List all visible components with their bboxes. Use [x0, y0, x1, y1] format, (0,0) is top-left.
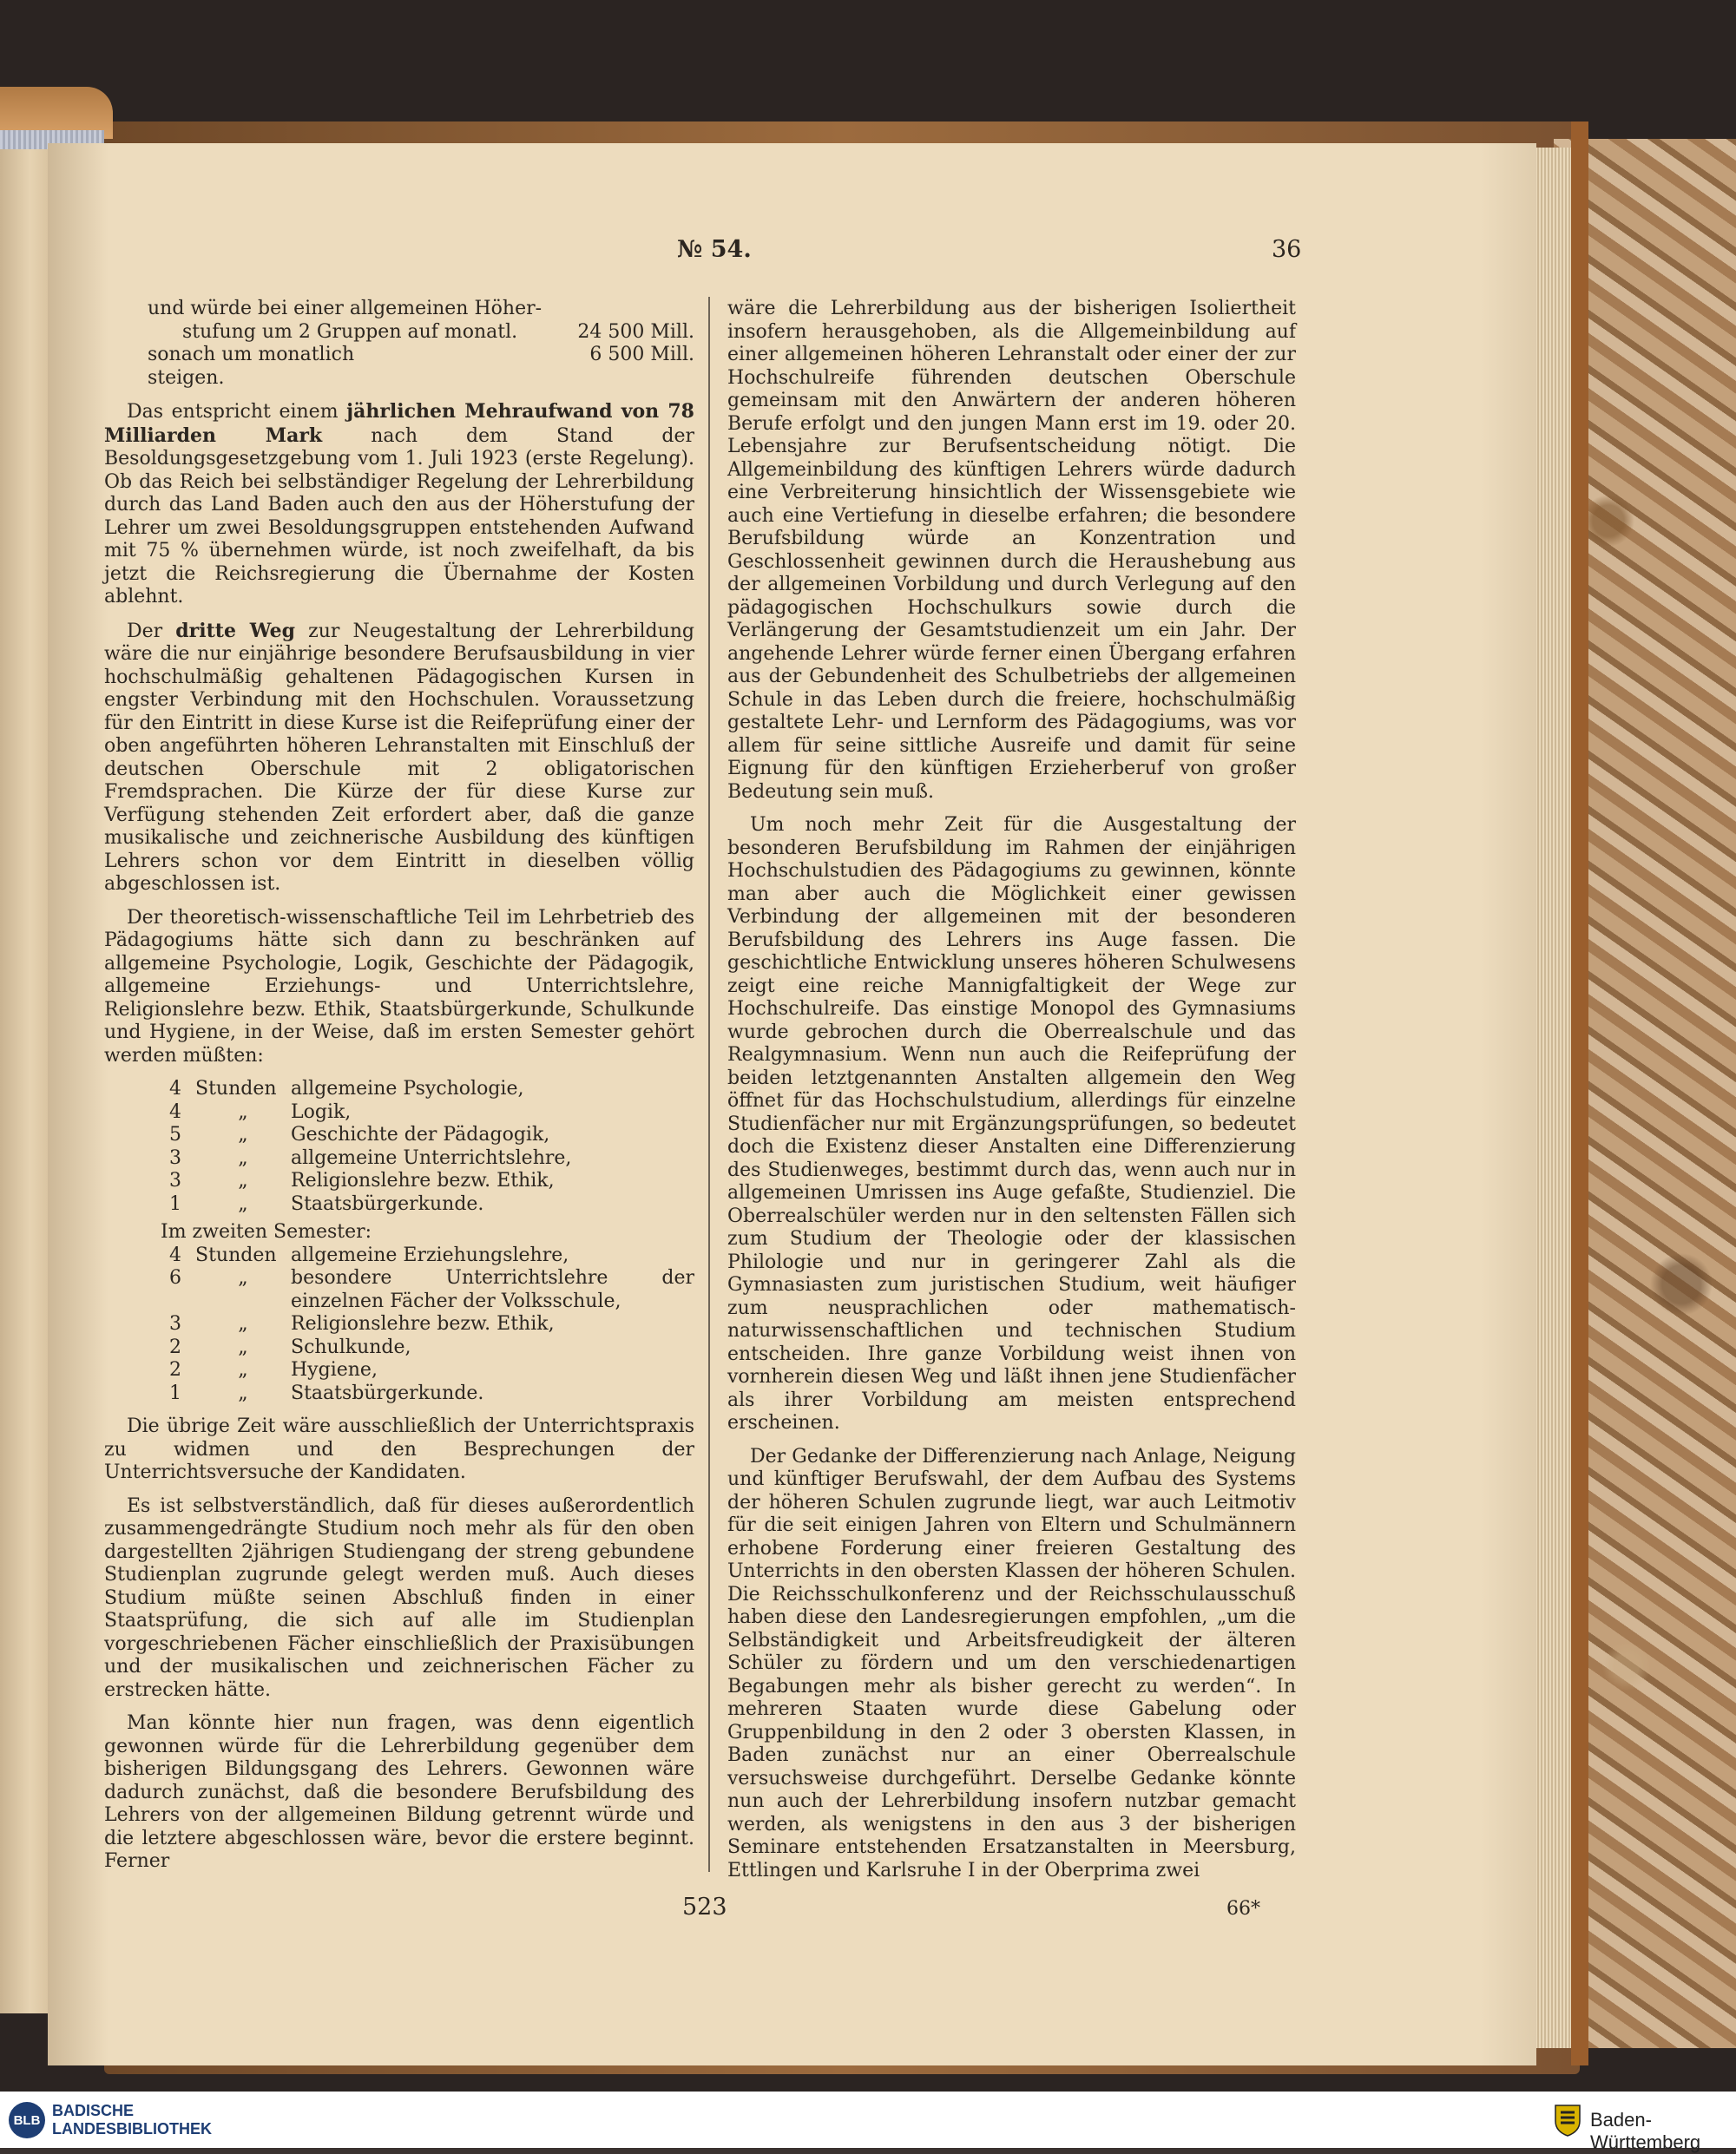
semester2-heading: Im zweiten Semester: [161, 1221, 372, 1243]
sem1-subject: Staatsbürgerkunde. [291, 1192, 484, 1215]
left-p3 [104, 620, 694, 896]
sem2-hours: 2 [169, 1359, 181, 1381]
left-p1-line3b: 6 500 Mill. [589, 344, 694, 365]
sem1-unit: Stunden [195, 1078, 277, 1100]
left-column [104, 298, 694, 1884]
sem1-row [169, 1193, 694, 1217]
right-p3: Der Gedanke der Differenzierung nach Anlage, Neigung und künftiger Berufswahl, der dem Aufbau des Systems der höheren Schulen zugrunde liegt, war auch Leitmotiv für die seit einigen Jahren von Eltern und Schulmännern erhobene Forderung einer freieren Gestaltung des Unterrichts in den obersten Klassen der höheren Schulen. Die Reichsschulkonferenz und der Reichsschulausschuß haben diese den Landesregierungen empfohlen, „um die Selbständigkeit und Arbeitsfreudigkeit der älteren Schüler zu fördern und um den verschiedenartigen Begabungen mehr als bisher gerecht zu werden“. In mehreren Staaten wurde diese Gabelung oder Gruppenbildung in den 2 oder 3 obersten Klassen, in Baden zunächst nur an einer Oberrealschule versuchsweise durchgeführt. Derselbe Gedanke könnte nun auch der Lehrerbildung insofern nutzbar gemacht werden, als wenigstens in den aus 3 der bisherigen Seminare entstehenden Ersatzanstalten in Meersburg, Ettlingen und Karlsruhe I in der Oberprima zwei [727, 1445, 1296, 1881]
sem1-unit: „ [238, 1192, 248, 1215]
sem1-row [169, 1124, 694, 1147]
sem2-unit: „ [238, 1336, 248, 1358]
sem2-row [169, 1267, 694, 1313]
left-p1-line4: steigen. [148, 366, 225, 389]
sem1-hours: 4 [169, 1078, 181, 1100]
state-name: Baden-Württemberg [1590, 2109, 1701, 2153]
left-p3-pre: Der [127, 620, 176, 642]
sem2-subject: allgemeine Erziehungslehre, [291, 1244, 569, 1266]
left-p3-post: zur Neugestaltung der Lehrerbildung wäre die nur einjährige besondere Berufsausbildung in vier hochschulmäßig gehaltenen Pädagogischen Kursen in engster Verbindung mit den Hochschulen. Voraussetzung für den Eintritt in diese Kurse ist die Reifeprüfung einer der oben angeführten höheren Lehranstalten mit Einschluß der deutschen Oberschule mit 2 obligatorischen Fremdsprachen. Die Kürze der für diese Kurse zur Verfügung stehenden Zeit erfordert aber, daß die ganze musikalische und zeichnerische Ausbildung des künftigen Lehrers schon vor dem Eintritt in dieselben völlig abgeschlossen ist. [104, 620, 694, 895]
sem1-row [169, 1078, 694, 1101]
sem2-unit: „ [238, 1359, 248, 1381]
signature-mark: 66* [1226, 1898, 1260, 1920]
sem2-row [169, 1244, 694, 1268]
sem1-hours: 4 [169, 1100, 181, 1123]
left-p5: Die übrige Zeit wäre ausschließlich der Unterrichtspraxis zu widmen und den Besprechungen der Unterrichtsversuche der Kandidaten. [104, 1415, 694, 1483]
sem2-hours: 4 [169, 1244, 181, 1266]
left-p4: Der theoretisch-wissenschaftliche Teil im Lehrbetrieb des Pädagogiums hätte sich dann zu beschränken auf allgemeine Psychologie, Logik, Geschichte der Pädagogik, allgemeine Erziehungs- und Unterrichtslehre, Religionslehre bezw. Ethik, Staatsbürgerkunde, Schulkunde und Hygiene, in der Weise, daß im ersten Semester gehört werden müßten: [104, 906, 694, 1067]
library-name[interactable] [52, 2102, 212, 2138]
page-number: 523 [682, 1894, 727, 1921]
sem1-row [169, 1170, 694, 1193]
right-column [727, 298, 1296, 1893]
sem2-row [169, 1359, 694, 1382]
sem1-unit: „ [238, 1124, 248, 1146]
left-p2 [104, 400, 694, 609]
semester2-schedule [104, 1244, 694, 1406]
blb-logo[interactable]: BLB [9, 2102, 45, 2138]
sem1-row [169, 1101, 694, 1125]
sem1-hours: 1 [169, 1192, 181, 1215]
sem2-subject: Religionslehre bezw. Ethik, [291, 1313, 555, 1335]
sem2-unit: „ [238, 1382, 248, 1404]
sem1-row [169, 1147, 694, 1171]
sem1-unit: „ [238, 1100, 248, 1123]
sem2-unit: „ [238, 1267, 248, 1289]
viewer-footer-bar [0, 2092, 1736, 2153]
sem1-hours: 3 [169, 1170, 181, 1192]
left-p1-line3 [148, 344, 694, 367]
library-name-line2: LANDESBIBLIOTHEK [52, 2120, 212, 2138]
sem1-hours: 3 [169, 1146, 181, 1169]
left-p2-bold: jährlichen Mehraufwand von 78 Milliarden Mark [104, 400, 694, 447]
sem2-subject: Hygiene, [291, 1359, 378, 1381]
sem1-subject: allgemeine Psychologie, [291, 1078, 524, 1100]
sem2-subject: Staatsbürgerkunde. [291, 1382, 484, 1404]
sem2-unit: „ [238, 1313, 248, 1335]
sem2-subject: besondere Unterrichtslehre der einzelnen Fächer der Volksschule, [291, 1267, 694, 1312]
sem1-subject: Religionslehre bezw. Ethik, [291, 1170, 555, 1192]
coat-of-arms-icon [1554, 2104, 1581, 2137]
sem1-subject: allgemeine Unterrichtslehre, [291, 1146, 572, 1169]
page-folio: 36 [1272, 236, 1302, 263]
sem2-row [169, 1382, 694, 1406]
sem2-row [169, 1313, 694, 1336]
right-p1: wäre die Lehrerbildung aus der bisherigen Isoliertheit insofern herausgehoben, als die Allgemeinbildung auf einer allgemeinen höheren Lehranstalt oder einer der zur Hochschulreife führenden deutschen Oberschule gemeinsam mit den Anwärtern der anderen höheren Berufe erfolgt und den jungen Mann erst im 19. oder 20. Lebensjahre zur Berufsentscheidung nötigt. Die Allgemeinbildung des künftigen Lehrers würde dadurch eine Verbreiterung hinsichtlich der Wissensgebiete wie auch eine Vertiefung in dieselbe erfahren; die besondere Berufsbildung würde an Konzentration und Geschlossenheit gewinnen durch die Heraushebung aus der allgemeinen Vorbildung und durch Verlegung auf den pädagogischen Hochschulkurs sowie durch die Verlängerung der Gesamtstudienzeit um ein Jahr. Der angehende Lehrer würde ferner einen Übergang erfahren aus der Gebundenheit des Schulbetriebs der allgemeinen Schule in das Leben durch die freiere, hochschulmäßig gestaltete Lehr- und Lernform des Pädagogiums, was vor allem für seine sittliche Ausreife und damit für seine Eignung für den künftigen Erzieherberuf von großer Bedeutung sein muß. [727, 298, 1296, 803]
column-rule [708, 297, 710, 1872]
semester1-schedule [104, 1078, 694, 1216]
left-p6: Es ist selbstverständlich, daß für dieses außerordentlich zusammengedrängte Studium noch mehr als für den oben dargestellten 2jährigen Studiengang der streng gebundene Studienplan zugrunde gelegt werden muß. Auch dieses Studium müßte seinen Abschluß finden in einer Staatsprüfung, die sich auf alle im Studienplan vorgeschriebenen Fächer einschließlich der Praxisübungen und der musikalischen und zeichnerischen Fächer zu erstrecken hätte. [104, 1494, 694, 1701]
sem1-unit: „ [238, 1146, 248, 1169]
sem1-unit: „ [238, 1170, 248, 1192]
sem2-hours: 1 [169, 1382, 181, 1404]
issue-number: № 54. [677, 236, 752, 263]
sem1-subject: Logik, [291, 1100, 352, 1123]
left-p1-line2 [148, 321, 694, 345]
left-p1 [104, 298, 694, 390]
left-p1-line3a: sonach um monatlich [148, 344, 355, 365]
left-p1-line1: und würde bei einer allgemeinen Höher- [148, 298, 542, 319]
sem2-unit: Stunden [195, 1244, 277, 1266]
left-page-edge [0, 130, 52, 2013]
library-name-line1: BADISCHE [52, 2102, 135, 2119]
sem2-hours: 6 [169, 1267, 181, 1289]
left-p1-line2a: stufung um 2 Gruppen auf monatl. [182, 320, 518, 343]
sem1-hours: 5 [169, 1124, 181, 1146]
sem1-subject: Geschichte der Pädagogik, [291, 1124, 550, 1146]
sem2-hours: 2 [169, 1336, 181, 1358]
left-p7: Man könnte hier nun fragen, was denn eigentlich gewonnen würde für die Lehrerbildung gegenüber dem bisherigen Bildungsgang des Lehrers. Gewonnen wäre dadurch zunächst, daß die besondere Berufsbildung des Lehrers von der allgemeinen Bildung getrennt würde und die letztere abgeschlossen wäre, bevor die erstere beginnt. Ferner [104, 1712, 694, 1872]
sem2-hours: 3 [169, 1313, 181, 1335]
right-p2: Um noch mehr Zeit für die Ausgestaltung der besonderen Berufsbildung im Rahmen der einjährigen Hochschulstudien des Pädagogiums zu gewinnen, könnte man aber auch die Möglichkeit einer gewissen Verbindung der allgemeinen mit der besonderen Berufsbildung des Lehrers ins Auge fassen. Die geschichtliche Entwicklung unseres höheren Schulwesens zeigt eine reiche Mannigfaltigkeit der Wege zur Hochschulreife. Das einstige Monopol des Gymnasiums wurde gebrochen durch die Oberrealschule und das Realgymnasium. Wenn nun auch die Reifeprüfung der beiden letztgenannten Anstalten allgemein den Weg öffnet für das Hochschulstudium, allerdings für einzelne Studienfächer nur mit Ergänzungsprüfungen, so bedeutet doch die Existenz dieser Anstalten eine Differenzierung des Studienweges, bestimmt durch das, wenn auch nur in allgemeinen Umrissen ins Auge gefaßte, Studienziel. Die Oberrealschüler werden nur in den seltensten Fällen sich zum Studium der Theologie oder der klassischen Philologie und nur in geringerer Zahl als die Gymnasiasten zum juristischen Studium, weit häufiger zum neusprachlichen oder mathematisch-naturwissenschaftlichen und technischen Studium entscheiden. Ihre ganze Vorbildung weist ihnen von vornherein diesen Weg und läßt ihnen jene Studienfächer als ihrer Vorbildung am meisten entsprechend erscheinen. [727, 814, 1296, 1434]
sem2-row [169, 1336, 694, 1360]
left-p2-post: nach dem Stand der Besoldungsgesetzgebung vom 1. Juli 1923 (erste Regelung). Ob das Reich bei selbständiger Regelung der Lehrerbildung durch das Land Baden auch den aus der Höherstufung der Lehrer um zwei Besoldungsgruppen entstehenden Aufwand mit 75 % übernehmen würde, ist noch zweifelhaft, da bis jetzt die Reichsregierung die Übernahme der Kosten ablehnt. [104, 424, 694, 607]
left-p1-line2b: 24 500 Mill. [577, 320, 694, 343]
sem2-subject: Schulkunde, [291, 1336, 411, 1358]
left-p2-pre: Das entspricht einem [127, 401, 347, 423]
left-p3-bold: dritte Weg [175, 619, 296, 642]
leather-edge [1571, 121, 1588, 2065]
